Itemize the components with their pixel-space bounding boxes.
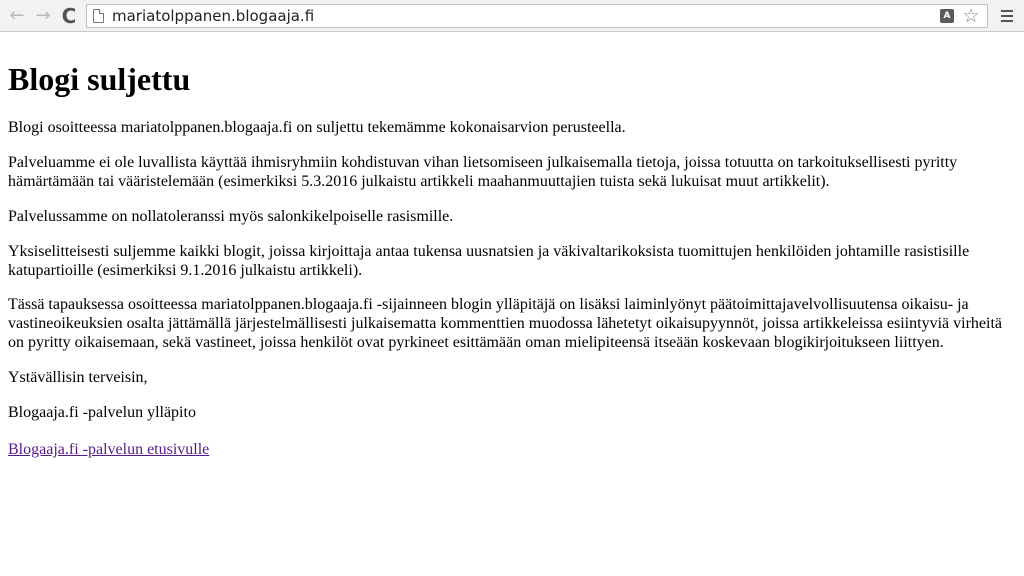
bookmark-star-icon[interactable]: ☆ [962,4,980,27]
reload-icon[interactable]: C [61,3,77,28]
page-title: Blogi suljettu [8,61,191,97]
paragraph-signature: Blogaaja.fi -palvelun ylläpito [8,403,196,421]
homepage-link[interactable]: Blogaaja.fi -palvelun etusivulle [8,440,210,458]
url-text[interactable]: mariatolppanen.blogaaja.fi [112,6,315,25]
translate-button[interactable] [937,6,957,26]
menu-icon[interactable] [994,3,1020,29]
paragraph-zero-tolerance: Palvelussamme on nollatoleranssi myös salonkikelpoiselle rasismille. [8,207,454,225]
forward-arrow-icon[interactable]: → [35,5,51,26]
page-icon [93,9,104,23]
translate-icon: A [940,9,954,23]
address-bar[interactable] [86,4,988,28]
paragraph-case-details: Tässä tapauksessa osoitteessa mariatolppanen.blogaaja.fi -sijainneen blogin ylläpitäjä on lisäksi laiminlyönyt päätoimittajavelvollisuutensa oikaisu- ja vastineoikeuksien osalta jättämällä järjestelmällisesti julkaisematta kommenttien muodossa lähetetyt oikaisupyynnöt, joissa artikkeleissa esiintyviä virheitä on pyritty oikaisemaan, sekä vastineet, joissa henkilöt ovat pyrkineet esittämään oman mielipiteensä itseään koskevaan blogikirjoitukseen liittyen. [8,296,1002,352]
back-arrow-icon[interactable]: ← [9,5,25,26]
paragraph-intro: Blogi osoitteessa mariatolppanen.blogaaja.fi on suljettu tekemämme kokonaisarvion perusteella. [8,119,626,137]
browser-toolbar [0,0,1024,32]
paragraph-patrols: Yksiselitteisesti suljemme kaikki blogit, joissa kirjoittaja antaa tukensa uusnatsien ja väkivaltarikoksista tuomittujen henkilöiden johtamille rasistisille katupartioille (esimerkiksi 9.1.2016 julkaistu artikkeli). [8,242,970,279]
paragraph-greeting: Ystävällisin terveisin, [8,369,148,387]
paragraph-policy: Palveluamme ei ole luvallista käyttää ihmisryhmiin kohdistuvan vihan lietsomiseen julkaisemalla tietoja, joissa totuutta on tarkoituksellisesti pyritty hämärtämään tai vääristelemään (esimerkiksi 5.3.2016 julkaistu artikkeli maahanmuuttajien tuista sekä lukuisat muut artikkelit). [8,154,958,190]
page-content [0,32,1024,459]
